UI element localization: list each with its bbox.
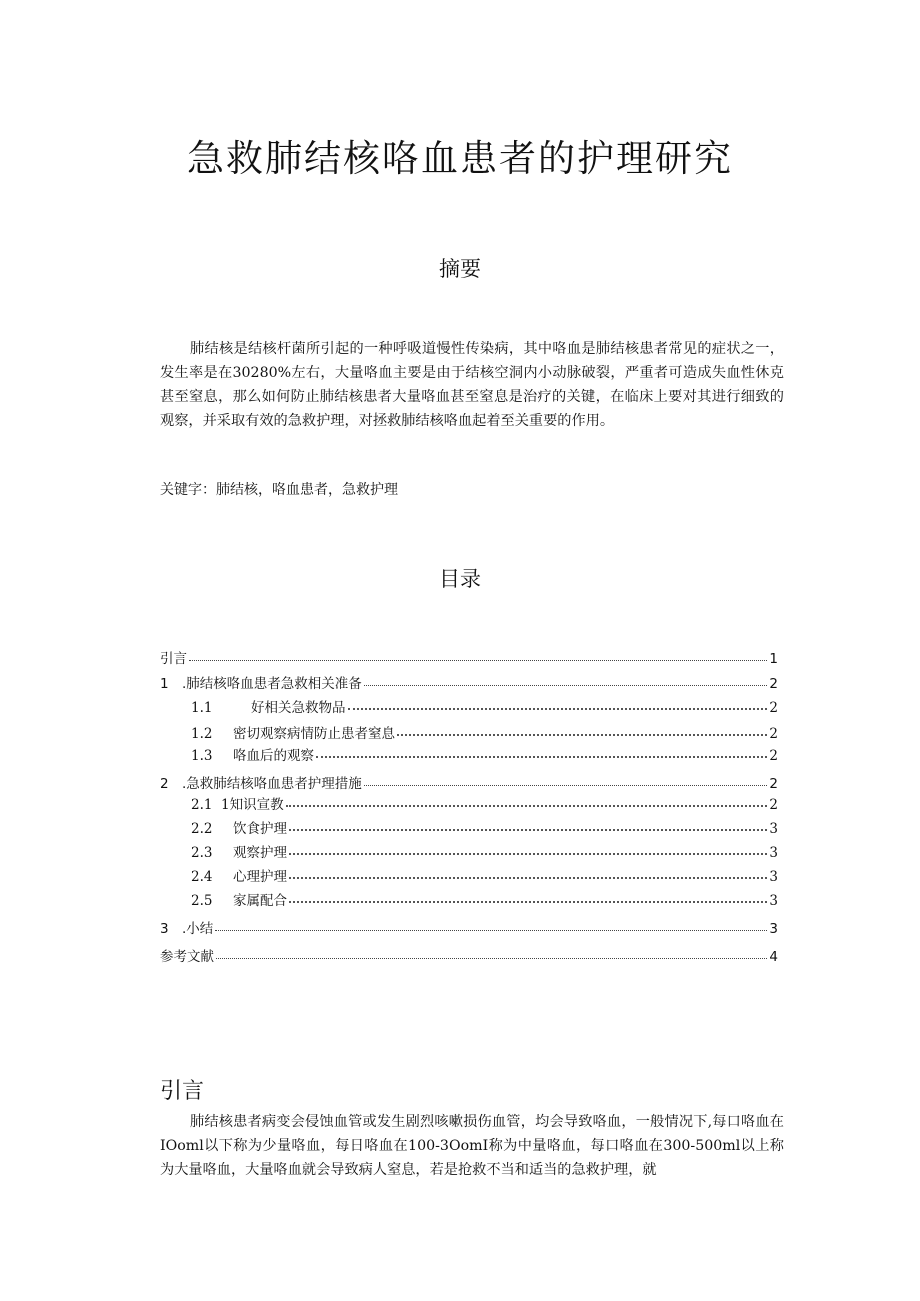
toc-entry-section-2-2[interactable]: [160, 817, 778, 837]
abstract-body: 肺结核是结核杆菌所引起的一种呼吸道慢性传染病，其中咯血是肺结核患者常见的症状之一，发生率是在30280%左右，大量咯血主要是由于结核空洞内小动脉破裂，严重者可造成失血性休克甚至窒息，那么如何防止肺结核患者大量咯血甚至窒息是治疗的关键，在临床上要对其进行细致的观察，并采取有效的急救护理，对拯救肺结核咯血起着至关重要的作用。: [160, 341, 784, 429]
toc-entry-number: 1.2: [191, 726, 213, 742]
toc-entry-section-2-4[interactable]: [160, 865, 778, 885]
toc-leader-dots: [348, 698, 768, 710]
toc-entry-label: 参考文献: [160, 949, 214, 965]
toc-entry-label: 好相关急救物品: [251, 700, 346, 716]
toc-entry-label: 饮食护理: [233, 821, 287, 837]
toc-entry-page: 2: [769, 676, 778, 692]
toc-entry-section-2[interactable]: [160, 772, 778, 792]
toc-entry-number: 1.3: [191, 748, 213, 764]
toc-entry-number: 2.4: [191, 869, 213, 885]
toc-entry-page: 3: [769, 893, 778, 909]
toc-entry-label: 1知识宣教: [221, 797, 284, 813]
toc-entry-label: .肺结核咯血患者急救相关准备: [182, 676, 362, 692]
toc-entry-label: 心理护理: [233, 869, 287, 885]
toc-entry-number: 1: [160, 676, 169, 692]
toc-leader-dots: [397, 724, 767, 736]
toc-entry-label: 引言: [160, 651, 187, 667]
toc-entry-label: .小结: [182, 921, 214, 937]
toc-entry-section-2-3[interactable]: [160, 841, 778, 861]
toc-entry-label: 家属配合: [233, 893, 287, 909]
toc-entry-label: .急救肺结核咯血患者护理措施: [182, 776, 362, 792]
toc-leader-dots: [364, 775, 768, 786]
document-title: 急救肺结核咯血患者的护理研究: [187, 137, 733, 180]
toc-entry-page: 3: [769, 845, 778, 861]
toc-entry-page: 1: [769, 651, 778, 667]
toc-heading: 目录: [439, 567, 481, 591]
toc-entry-page: 4: [769, 949, 778, 965]
toc-entry-section-1-2[interactable]: [160, 722, 778, 742]
toc-entry-section-1-1[interactable]: [160, 696, 778, 716]
toc-leader-dots: [189, 650, 767, 661]
toc-entry-introduction[interactable]: [160, 647, 778, 667]
toc-entry-page: 3: [769, 921, 778, 937]
toc-entry-number: 2.3: [191, 845, 213, 861]
toc-entry-section-2-5[interactable]: [160, 889, 778, 909]
toc-entry-section-1-3[interactable]: [160, 744, 778, 764]
toc-entry-number: 3: [160, 921, 169, 937]
toc-leader-dots: [316, 746, 767, 758]
toc-entry-number: 1.1: [191, 700, 213, 716]
introduction-heading: 引言: [160, 1079, 205, 1104]
toc-leader-dots: [364, 675, 768, 686]
toc-entry-page: 2: [769, 700, 778, 716]
toc-entry-number: 2.2: [191, 821, 213, 837]
toc-entry-section-3[interactable]: [160, 917, 778, 937]
toc-leader-dots: [289, 843, 767, 855]
keywords-line: 关键字：肺结核，咯血患者，急救护理: [160, 482, 398, 498]
toc-leader-dots: [216, 948, 767, 959]
toc-entry-page: 2: [769, 726, 778, 742]
toc-entry-page: 2: [769, 748, 778, 764]
toc-entry-section-1[interactable]: [160, 672, 778, 692]
toc-entry-section-2-1[interactable]: [160, 793, 778, 813]
abstract-heading: 摘要: [439, 257, 481, 281]
toc-entry-references[interactable]: [160, 945, 778, 965]
toc-entry-page: 3: [769, 869, 778, 885]
toc-leader-dots: [215, 920, 767, 931]
toc-entry-page: 3: [769, 821, 778, 837]
toc-leader-dots: [289, 819, 767, 831]
toc-entry-label: 观察护理: [233, 845, 287, 861]
toc-entry-number: 2.5: [191, 893, 213, 909]
toc-entry-number: 2.1: [191, 797, 213, 813]
introduction-body: 肺结核患者病变会侵蚀血管或发生剧烈咳嗽损伤血管，均会导致咯血，一般情况下,每口咯血在IOoml以下称为少量咯血，每日咯血在100-3OomI称为中量咯血，每口咯血在300-500ml以上称为大量咯血，大量咯血就会导致病人窒息，若是抢救不当和适当的急救护理，就: [160, 1114, 784, 1178]
toc-entry-label: 咯血后的观察: [233, 748, 314, 764]
toc-entry-page: 2: [769, 776, 778, 792]
toc-leader-dots: [289, 867, 767, 879]
toc-leader-dots: [286, 795, 768, 807]
toc-leader-dots: [289, 891, 767, 903]
toc-entry-number: 2: [160, 776, 169, 792]
toc-entry-label: 密切观察病情防止患者窒息: [233, 726, 395, 742]
toc-entry-page: 2: [769, 797, 778, 813]
